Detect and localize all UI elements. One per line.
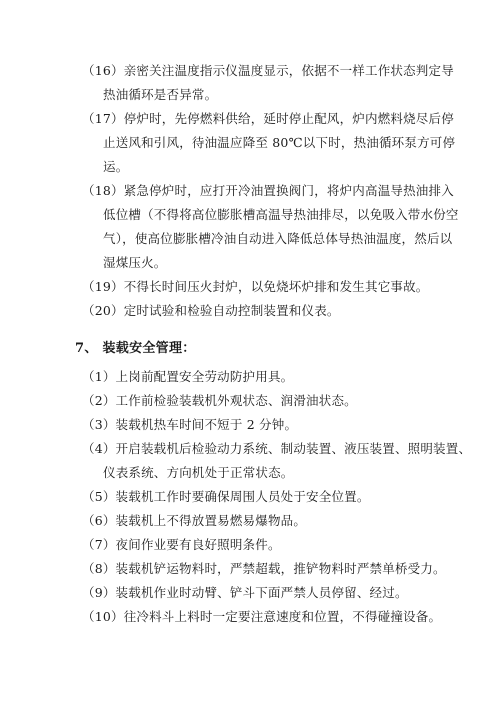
list-item-17-line-3: 运。 [103, 159, 129, 174]
list-item-16-line-1: （16）亲密关注温度指示仪温度显示，依据不一样工作状态判定导 [82, 63, 454, 78]
list-item-10: （10）往冷料斗上料时一定要注意速度和位置，不得碰撞设备。 [82, 609, 442, 624]
list-item-18-line-4: 湿煤压火。 [103, 255, 167, 270]
list-item-4-line-2: 仪表系统、方向机处于正常状态。 [103, 465, 294, 480]
list-item-18-line-1: （18）紧急停炉时，应打开冷油置换阀门，将炉内高温导热油排入 [82, 183, 454, 198]
list-item-4-line-1: （4）开启装载机后检验动力系统、制动装置、液压装置、照明装置、 [82, 441, 472, 456]
list-item-2: （2）工作前检验装载机外观状态、润滑油状态。 [82, 393, 357, 408]
list-item-17-line-2: 止送风和引风，待油温应降至 80℃以下时，热油循环泵方可停 [103, 135, 456, 150]
list-item-20: （20）定时试验和检验自动控制装置和仪表。 [82, 303, 340, 318]
list-item-6: （6）装载机上不得放置易燃易爆物品。 [82, 513, 307, 528]
list-item-18-line-3: 气），使高位膨胀槽冷油自动进入降低总体导热油温度，然后以 [103, 231, 453, 246]
list-item-8: （8）装载机铲运物料时，严禁超载，推铲物料时严禁单桥受力。 [82, 561, 446, 576]
list-item-18-line-2: 低位槽（不得将高位膨胀槽高温导热油排尽，以免吸入带水份空 [103, 207, 459, 222]
list-item-16-line-2: 热油循环是否异常。 [103, 87, 218, 102]
section-heading: 7、 装载安全管理： [75, 341, 196, 356]
list-item-5: （5）装载机工作时要确保周围人员处于安全位置。 [82, 489, 370, 504]
list-item-1: （1）上岗前配置安全劳动防护用具。 [82, 369, 294, 384]
list-item-7: （7）夜间作业要有良好照明条件。 [82, 537, 281, 552]
list-item-3: （3）装载机热车时间不短于 2 分钟。 [82, 417, 298, 432]
list-item-17-line-1: （17）停炉时，先停燃料供给，延时停止配风，炉内燃料烧尽后停 [82, 111, 454, 126]
list-item-9: （9）装载机作业时动臂、铲斗下面严禁人员停留、经过。 [82, 585, 408, 600]
list-item-19: （19）不得长时间压火封炉，以免烧坏炉排和发生其它事故。 [82, 279, 429, 294]
